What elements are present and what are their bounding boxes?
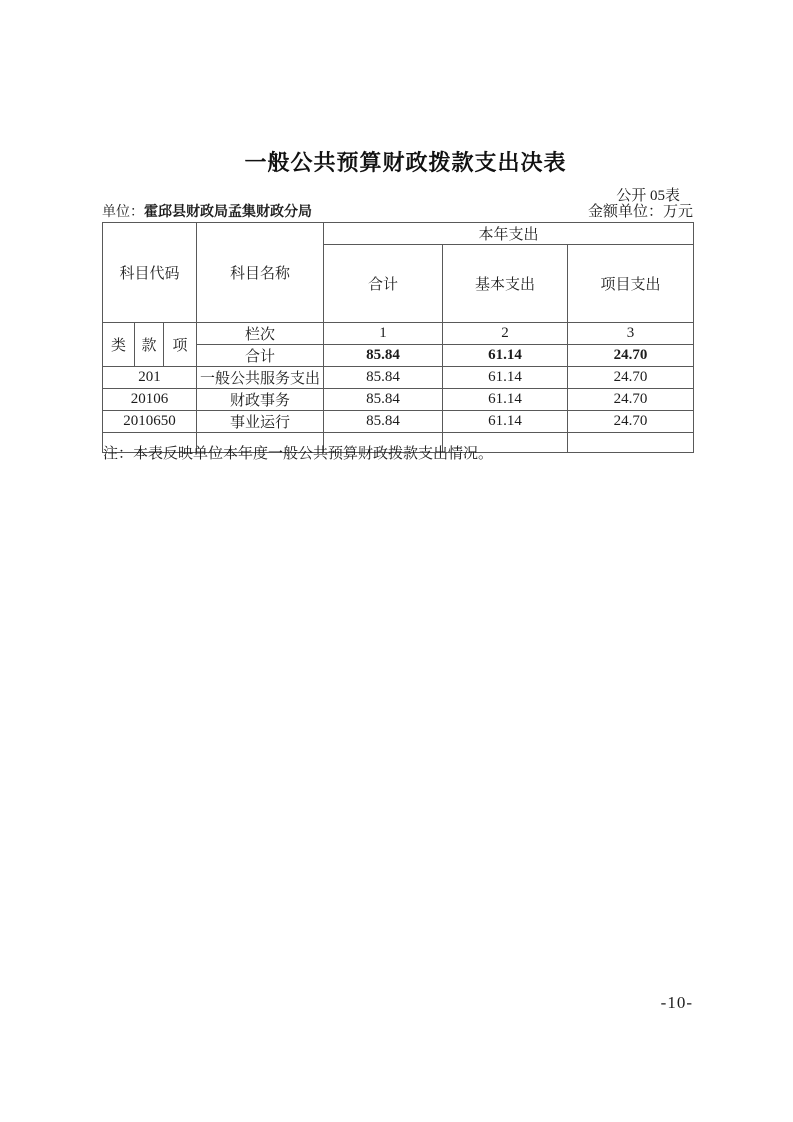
unit-line [102, 201, 312, 221]
table-note: 注：本表反映单位本年度一般公共预算财政拨款支出情况。 [103, 446, 494, 462]
row-code-cell: 201 [103, 367, 197, 389]
header-row-index [103, 323, 694, 345]
page-number: -10- [660, 993, 693, 1012]
meta-row [102, 200, 693, 221]
row-total-cell: 85.84 [324, 367, 443, 389]
row-name-cell: 一般公共服务支出 [197, 367, 324, 389]
header-item: 项 [164, 323, 197, 367]
header-class: 类 [103, 323, 135, 367]
table-row [103, 367, 694, 389]
row-total-cell: 85.84 [324, 389, 443, 411]
total-row-label: 合计 [197, 345, 324, 367]
form-code: 公开 05表 [616, 188, 680, 204]
header-row-current-year [103, 223, 694, 245]
header-subject-code: 科目代码 [103, 223, 197, 323]
header-current-year: 本年支出 [324, 223, 694, 245]
row-code-cell: 2010650 [103, 411, 197, 433]
document-title: 一般公共预算财政拨款支出决表 [244, 150, 567, 175]
row-basic-cell: 61.14 [443, 367, 568, 389]
table-row [103, 411, 694, 433]
header-subject-name: 科目名称 [197, 223, 324, 323]
header-col-1: 1 [324, 323, 443, 345]
row-project-cell: 24.70 [568, 367, 694, 389]
unit-label: 单位： [102, 205, 144, 220]
row-name-cell: 财政事务 [197, 389, 324, 411]
header-column-index-label: 栏次 [197, 323, 324, 345]
amount-unit-label: 金额单位：万元 [587, 204, 693, 220]
header-col-2: 2 [443, 323, 568, 345]
row-name-cell: 事业运行 [197, 411, 324, 433]
total-basic-cell: 61.14 [443, 345, 568, 367]
header-basic-expenditure: 基本支出 [443, 245, 568, 323]
total-project-cell: 24.70 [568, 345, 694, 367]
row-total-cell: 85.84 [324, 411, 443, 433]
table-row [103, 389, 694, 411]
header-col-3: 3 [568, 323, 694, 345]
budget-table [102, 222, 694, 453]
header-project-expenditure: 项目支出 [568, 245, 694, 323]
row-basic-cell: 61.14 [443, 411, 568, 433]
total-sum-cell: 85.84 [324, 345, 443, 367]
row-project-cell: 24.70 [568, 389, 694, 411]
header-total: 合计 [324, 245, 443, 323]
row-code-cell: 20106 [103, 389, 197, 411]
row-basic-cell: 61.14 [443, 389, 568, 411]
row-project-cell: 24.70 [568, 411, 694, 433]
header-section: 款 [135, 323, 164, 367]
unit-name: 霍邱县财政局孟集财政分局 [144, 205, 312, 220]
